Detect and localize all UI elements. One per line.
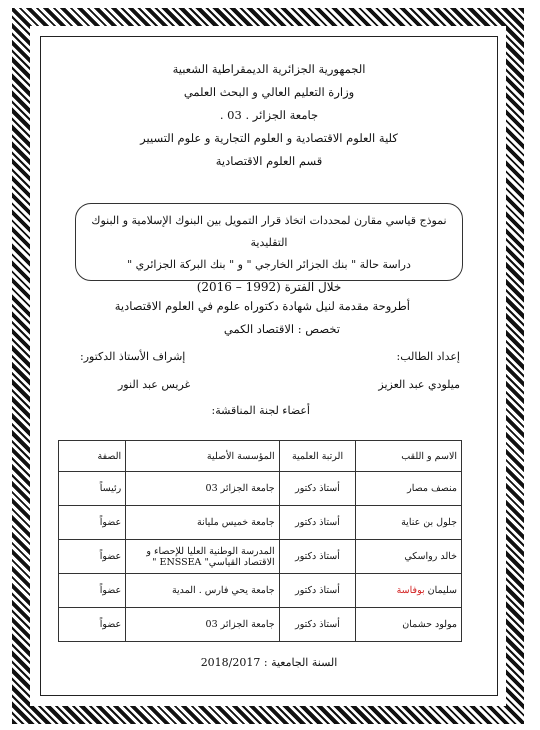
institution-header [40, 58, 498, 173]
member-rank: أستاذ دكتور [279, 574, 356, 608]
table-row [59, 506, 462, 540]
member-institution: جامعة خميس مليانة [126, 506, 279, 540]
table-row [59, 472, 462, 506]
member-name [356, 574, 462, 608]
member-rank: أستاذ دكتور [279, 506, 356, 540]
member-institution: جامعة الجزائر 03 [126, 472, 279, 506]
thesis-degree: أطروحة مقدمة لنيل شهادة دكتوراه علوم في العلوم الاقتصادية [114, 299, 410, 313]
thesis-title: نموذج قياسي مقارن لمحددات اتخاذ قرار التمويل بين البنوك الإسلامية و البنوك التقليدية [91, 214, 447, 249]
member-first-name: سليمان [427, 585, 457, 596]
member-rank: أستاذ دكتور [279, 540, 356, 574]
table-header-row [59, 441, 462, 472]
header-institution: المؤسسة الأصلية [126, 441, 279, 472]
department-name: قسم العلوم الاقتصادية [215, 154, 323, 168]
ministry-name: وزارة التعليم العالي و البحث العلمي [183, 85, 355, 99]
committee-label: أعضاء لجنة المناقشة: [211, 404, 310, 417]
member-name: مولود حشمان [356, 608, 462, 642]
member-institution: المدرسة الوطنية العليا للإحصاء و الاقتصاد القياسي" ENSSEA " [126, 540, 279, 574]
case-study-line: دراسة حالة " بنك الجزائر الخارجي " و " بنك البركة الجزائري " [127, 258, 411, 271]
member-rank: أستاذ دكتور [279, 608, 356, 642]
member-name: خالد رواسكي [356, 540, 462, 574]
university-name: جامعة الجزائر . 03 . [219, 108, 319, 122]
faculty-name: كلية العلوم الاقتصادية و العلوم التجارية و علوم التسيير [140, 131, 398, 145]
member-role: عضواً [59, 506, 126, 540]
member-institution: جامعة الجزائر 03 [126, 608, 279, 642]
student-name: ميلودي عبد العزيز [378, 378, 460, 391]
header-role: الصفة [59, 441, 126, 472]
header-name: الاسم و اللقب [356, 441, 462, 472]
member-role: عضواً [59, 574, 126, 608]
header-rank: الرتبة العلمية [279, 441, 356, 472]
thesis-title-box [75, 203, 463, 294]
student-label: إعداد الطالب: [396, 350, 460, 363]
republic-name: الجمهورية الجزائرية الديمقراطية الشعبية [172, 62, 366, 76]
table-row [59, 574, 462, 608]
member-name: جلول بن عناية [356, 506, 462, 540]
study-period: خلال الفترة (1992 – 2016) [196, 280, 342, 294]
member-name: منصف مصار [356, 472, 462, 506]
supervisor-name: غريس عبد النور [118, 378, 191, 391]
member-role: رئيساً [59, 472, 126, 506]
member-role: عضواً [59, 540, 126, 574]
table-row [59, 608, 462, 642]
member-role: عضواً [59, 608, 126, 642]
member-institution: جامعة يحي فارس . المدية [126, 574, 279, 608]
member-rank: أستاذ دكتور [279, 472, 356, 506]
thesis-specialty: تخصص : الاقتصاد الكمي [223, 322, 340, 336]
supervisor-label: إشراف الأستاذ الدكتور: [80, 350, 186, 363]
member-last-name: بوفاسة [396, 585, 425, 596]
table-row [59, 540, 462, 574]
committee-table [58, 440, 462, 642]
academic-year: السنة الجامعية : 2018/2017 [200, 656, 338, 669]
